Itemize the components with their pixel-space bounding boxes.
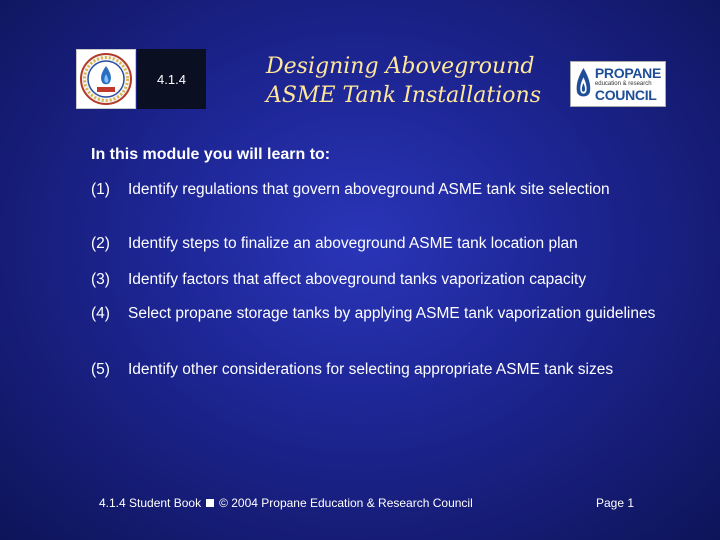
propane-council-logo bbox=[570, 61, 666, 107]
objective-text: Identify other considerations for selecting appropriate ASME tank sizes bbox=[128, 361, 614, 378]
objective-number: (2) bbox=[91, 235, 110, 252]
footer-copyright: © 2004 Propane Education & Research Council bbox=[219, 496, 473, 510]
objective-text: Identify steps to finalize an aboveground ASME tank location plan bbox=[128, 235, 578, 252]
logo-subtitle-text: education & research bbox=[594, 81, 652, 87]
objective-item bbox=[91, 270, 691, 290]
propane-flame-icon bbox=[575, 66, 592, 102]
intro-heading: In this module you will learn to: bbox=[91, 146, 331, 163]
logo-council-text: COUNCIL bbox=[594, 87, 657, 103]
page-number: Page 1 bbox=[596, 496, 635, 510]
objective-text: Identify regulations that govern aboveground ASME tank site selection bbox=[128, 181, 610, 198]
logo-propane-text: PROPANE bbox=[594, 65, 661, 81]
slide-title-line1: Designing Aboveground bbox=[266, 54, 535, 79]
objective-item bbox=[91, 234, 691, 254]
objective-number: (1) bbox=[91, 181, 110, 198]
objective-number: (4) bbox=[91, 305, 110, 322]
footer-book: 4.1.4 Student Book bbox=[99, 496, 202, 510]
objective-item bbox=[91, 360, 691, 400]
slide-title-line2: ASME Tank Installations bbox=[266, 83, 541, 108]
objective-text: Select propane storage tanks by applying ASME tank vaporization guidelines bbox=[128, 305, 656, 322]
section-number: 4.1.4 bbox=[137, 49, 206, 109]
objective-item bbox=[91, 180, 691, 220]
objective-number: (5) bbox=[91, 361, 110, 378]
certified-employee-training-seal-icon bbox=[79, 52, 133, 106]
slide-title bbox=[266, 52, 566, 110]
objective-item bbox=[91, 304, 691, 344]
objectives-list bbox=[91, 180, 691, 400]
square-bullet-icon bbox=[206, 499, 214, 507]
objective-number: (3) bbox=[91, 271, 110, 288]
training-seal-logo bbox=[76, 49, 136, 109]
objective-text: Identify factors that affect aboveground tanks vaporization capacity bbox=[128, 271, 587, 288]
footer bbox=[99, 496, 473, 510]
